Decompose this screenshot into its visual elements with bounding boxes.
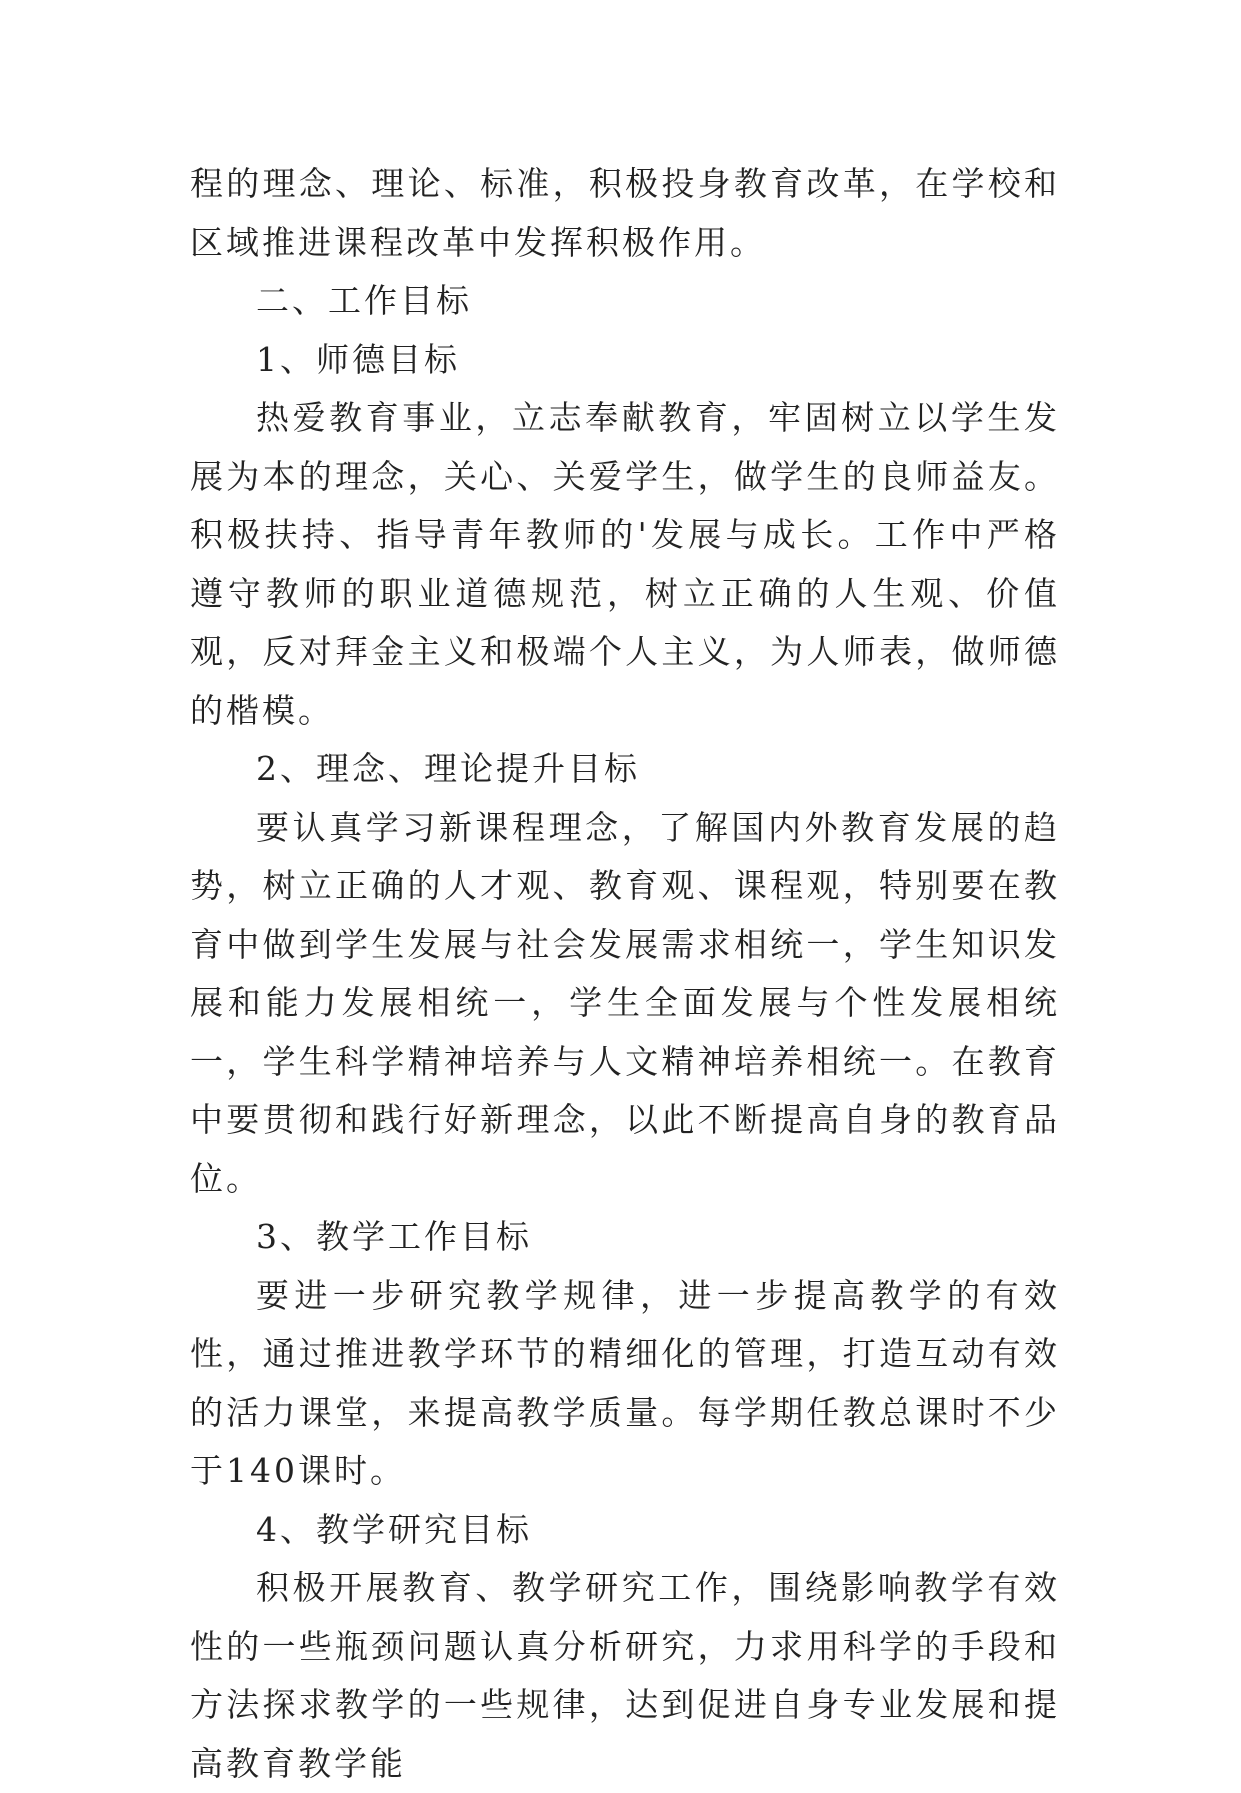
- subheading-teaching-goal: 3、教学工作目标: [256, 1217, 532, 1256]
- subheading-theory-goal: 2、理念、理论提升目标: [256, 749, 640, 788]
- subheading-research-goal: 4、教学研究目标: [256, 1509, 532, 1549]
- paragraph-research: 积极开展教育、教学研究工作，围绕影响教学有效性的一些瓶颈问题认真分析研究，力求用科学的手段和方法探求教学的一些规律，达到促进自身专业发展和提高教育教学能: [190, 1568, 1060, 1783]
- document-page: [190, 155, 1060, 1793]
- subheading-ethics-goal: 1、师德目标: [256, 339, 460, 379]
- paragraph-theory: 要认真学习新课程理念，了解国内外教育发展的趋势，树立正确的人才观、教育观、课程观，特别要在教育中做到学生发展与社会发展需求相统一，学生知识发展和能力发展相统一，学生全面发展与个性发展相统一，学生科学精神培养与人文精神培养相统一。在教育中要贯彻和践行好新理念，以此不断提高自身的教育品位。: [190, 807, 1060, 1198]
- paragraph-ethics: 热爱教育事业，立志奉献教育，牢固树立以学生发展为本的理念，关心、关爱学生，做学生的良师益友。积极扶持、指导青年教师的'发展与成长。工作中严格遵守教师的职业道德规范，树立正确的人生观、价值观，反对拜金主义和极端个人主义，为人师表，做师德的楷模。: [190, 398, 1060, 730]
- section-heading-work-goals: 二、工作目标: [256, 281, 472, 320]
- paragraph-continued: 程的理念、理论、标准，积极投身教育改革，在学校和区域推进课程改革中发挥积极作用。: [190, 164, 1060, 262]
- paragraph-teaching: 要进一步研究教学规律，进一步提高教学的有效性，通过推进教学环节的精细化的管理，打造互动有效的活力课堂，来提高教学质量。每学期任教总课时不少于140课时。: [190, 1275, 1060, 1490]
